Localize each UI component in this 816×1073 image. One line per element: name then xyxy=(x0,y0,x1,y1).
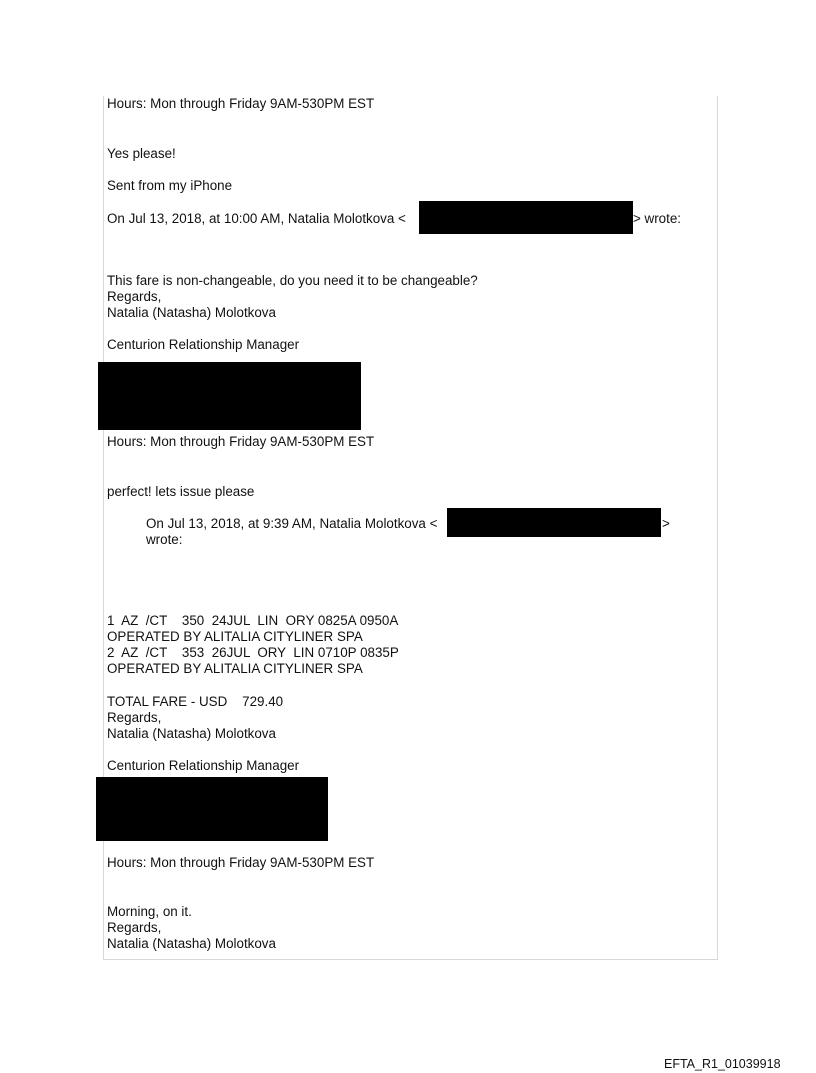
signature-name: Natalia (Natasha) Molotkova xyxy=(107,305,276,320)
signature-name: Natalia (Natasha) Molotkova xyxy=(107,936,276,951)
regards-line: Regards, xyxy=(107,920,162,935)
quote-header-suffix: > xyxy=(662,516,670,531)
itinerary-line: 1 AZ /CT 350 24JUL LIN ORY 0825A 0950A xyxy=(107,613,399,628)
quote-header xyxy=(107,211,406,227)
regards-line: Regards, xyxy=(107,710,162,725)
sent-from-line: Sent from my iPhone xyxy=(107,178,233,193)
redacted-email-address xyxy=(447,508,661,537)
redacted-signature-block xyxy=(98,362,361,430)
redacted-signature-block xyxy=(96,777,328,841)
signature-title: Centurion Relationship Manager xyxy=(107,758,300,773)
quote-header-prefix: On Jul 13, 2018, at 10:00 AM, Natalia Molotkova < xyxy=(107,211,406,226)
regards-line: Regards, xyxy=(107,289,162,304)
quote-header-prefix: On Jul 13, 2018, at 9:39 AM, Natalia Molotkova < xyxy=(146,516,438,531)
itinerary-line: OPERATED BY ALITALIA CITYLINER SPA xyxy=(107,629,363,644)
total-fare-line: TOTAL FARE - USD 729.40 xyxy=(107,694,284,709)
signature-name: Natalia (Natasha) Molotkova xyxy=(107,726,276,741)
signature-title: Centurion Relationship Manager xyxy=(107,337,300,352)
message-text: Morning, on it. xyxy=(107,904,192,919)
message-text: This fare is non-changeable, do you need it to be changeable? xyxy=(107,273,478,288)
quote-header-wrote: wrote: xyxy=(146,532,183,547)
itinerary-line: 2 AZ /CT 353 26JUL ORY LIN 0710P 0835P xyxy=(107,645,399,660)
quote-header-suffix: > wrote: xyxy=(633,211,682,226)
hours-line: Hours: Mon through Friday 9AM-530PM EST xyxy=(107,434,375,449)
redacted-email-address xyxy=(419,201,633,234)
hours-line: Hours: Mon through Friday 9AM-530PM EST xyxy=(107,855,375,870)
hours-line: Hours: Mon through Friday 9AM-530PM EST xyxy=(107,96,375,111)
document-id: EFTA_R1_01039918 xyxy=(664,1057,781,1071)
itinerary-line: OPERATED BY ALITALIA CITYLINER SPA xyxy=(107,661,363,676)
reply-text: Yes please! xyxy=(107,146,176,161)
reply-text: perfect! lets issue please xyxy=(107,484,255,499)
